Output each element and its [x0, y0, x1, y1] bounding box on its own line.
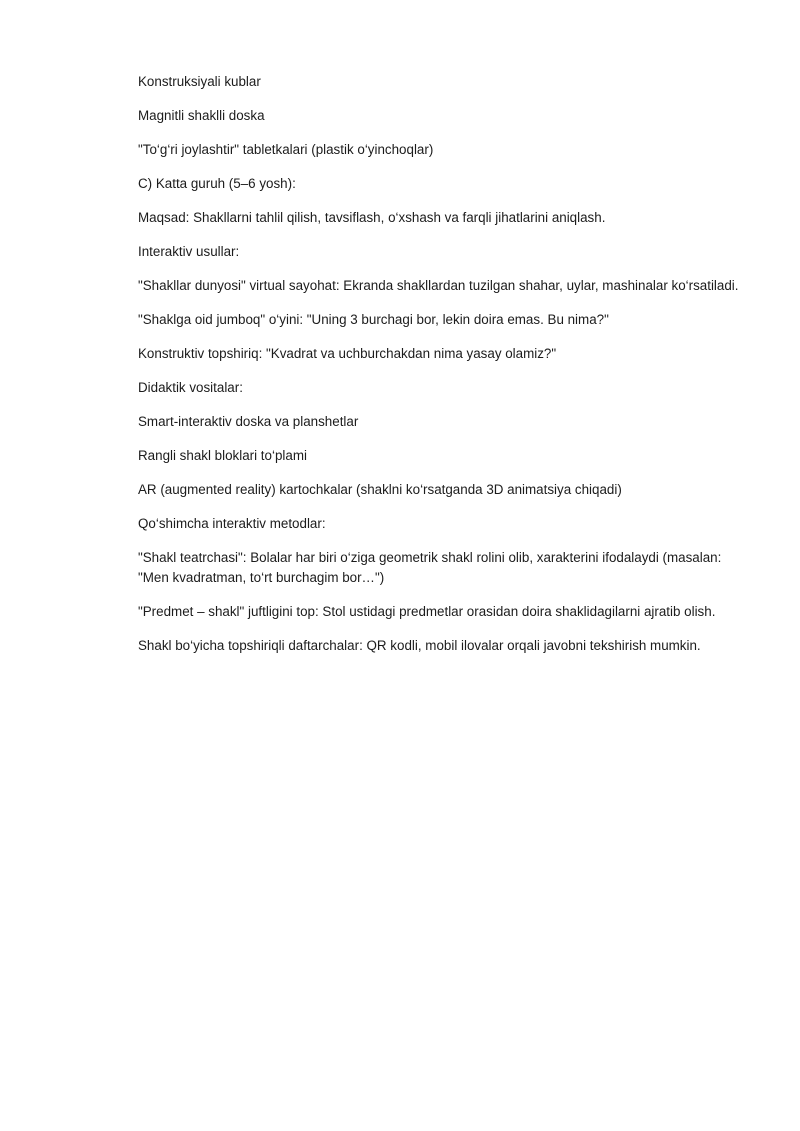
- paragraph: "To‘g‘ri joylashtir" tabletkalari (plastik o‘yinchoqlar): [138, 142, 434, 157]
- paragraph: Maqsad: Shakllarni tahlil qilish, tavsiflash, o‘xshash va farqli jihatlarini aniqlash.: [138, 210, 606, 225]
- paragraph: Shakl bo‘yicha topshiriqli daftarchalar: QR kodli, mobil ilovalar orqali javobni tekshirish mumkin.: [138, 638, 701, 653]
- paragraph: "Predmet – shakl" juftligini top: Stol ustidagi predmetlar orasidan doira shaklidagilarni ajratib olish.: [138, 604, 716, 619]
- paragraph: Smart-interaktiv doska va planshetlar: [138, 414, 359, 429]
- paragraph: Konstruksiyali kublar: [138, 74, 261, 89]
- section-heading: Didaktik vositalar:: [138, 380, 243, 395]
- paragraph: "Shakl teatrchasi": Bolalar har biri o‘ziga geometrik shakl rolini olib, xarakterini ifodalaydi (masalan: "Men kvadratman, to‘rt burchagim bor…"): [138, 550, 722, 585]
- section-heading: C) Katta guruh (5–6 yosh):: [138, 176, 296, 191]
- section-heading: Qo‘shimcha interaktiv metodlar:: [138, 516, 326, 531]
- paragraph: Konstruktiv topshiriq: "Kvadrat va uchburchakdan nima yasay olamiz?": [138, 346, 557, 361]
- document-body: [138, 72, 748, 670]
- paragraph: "Shaklga oid jumboq" o‘yini: "Uning 3 burchagi bor, lekin doira emas. Bu nima?": [138, 312, 609, 327]
- paragraph: Rangli shakl bloklari to‘plami: [138, 448, 307, 463]
- paragraph: AR (augmented reality) kartochkalar (shaklni ko‘rsatganda 3D animatsiya chiqadi): [138, 482, 622, 497]
- section-heading: Interaktiv usullar:: [138, 244, 240, 259]
- paragraph: "Shakllar dunyosi" virtual sayohat: Ekranda shakllardan tuzilgan shahar, uylar, mashinalar ko‘rsatiladi.: [138, 278, 739, 293]
- paragraph: Magnitli shaklli doska: [138, 108, 265, 123]
